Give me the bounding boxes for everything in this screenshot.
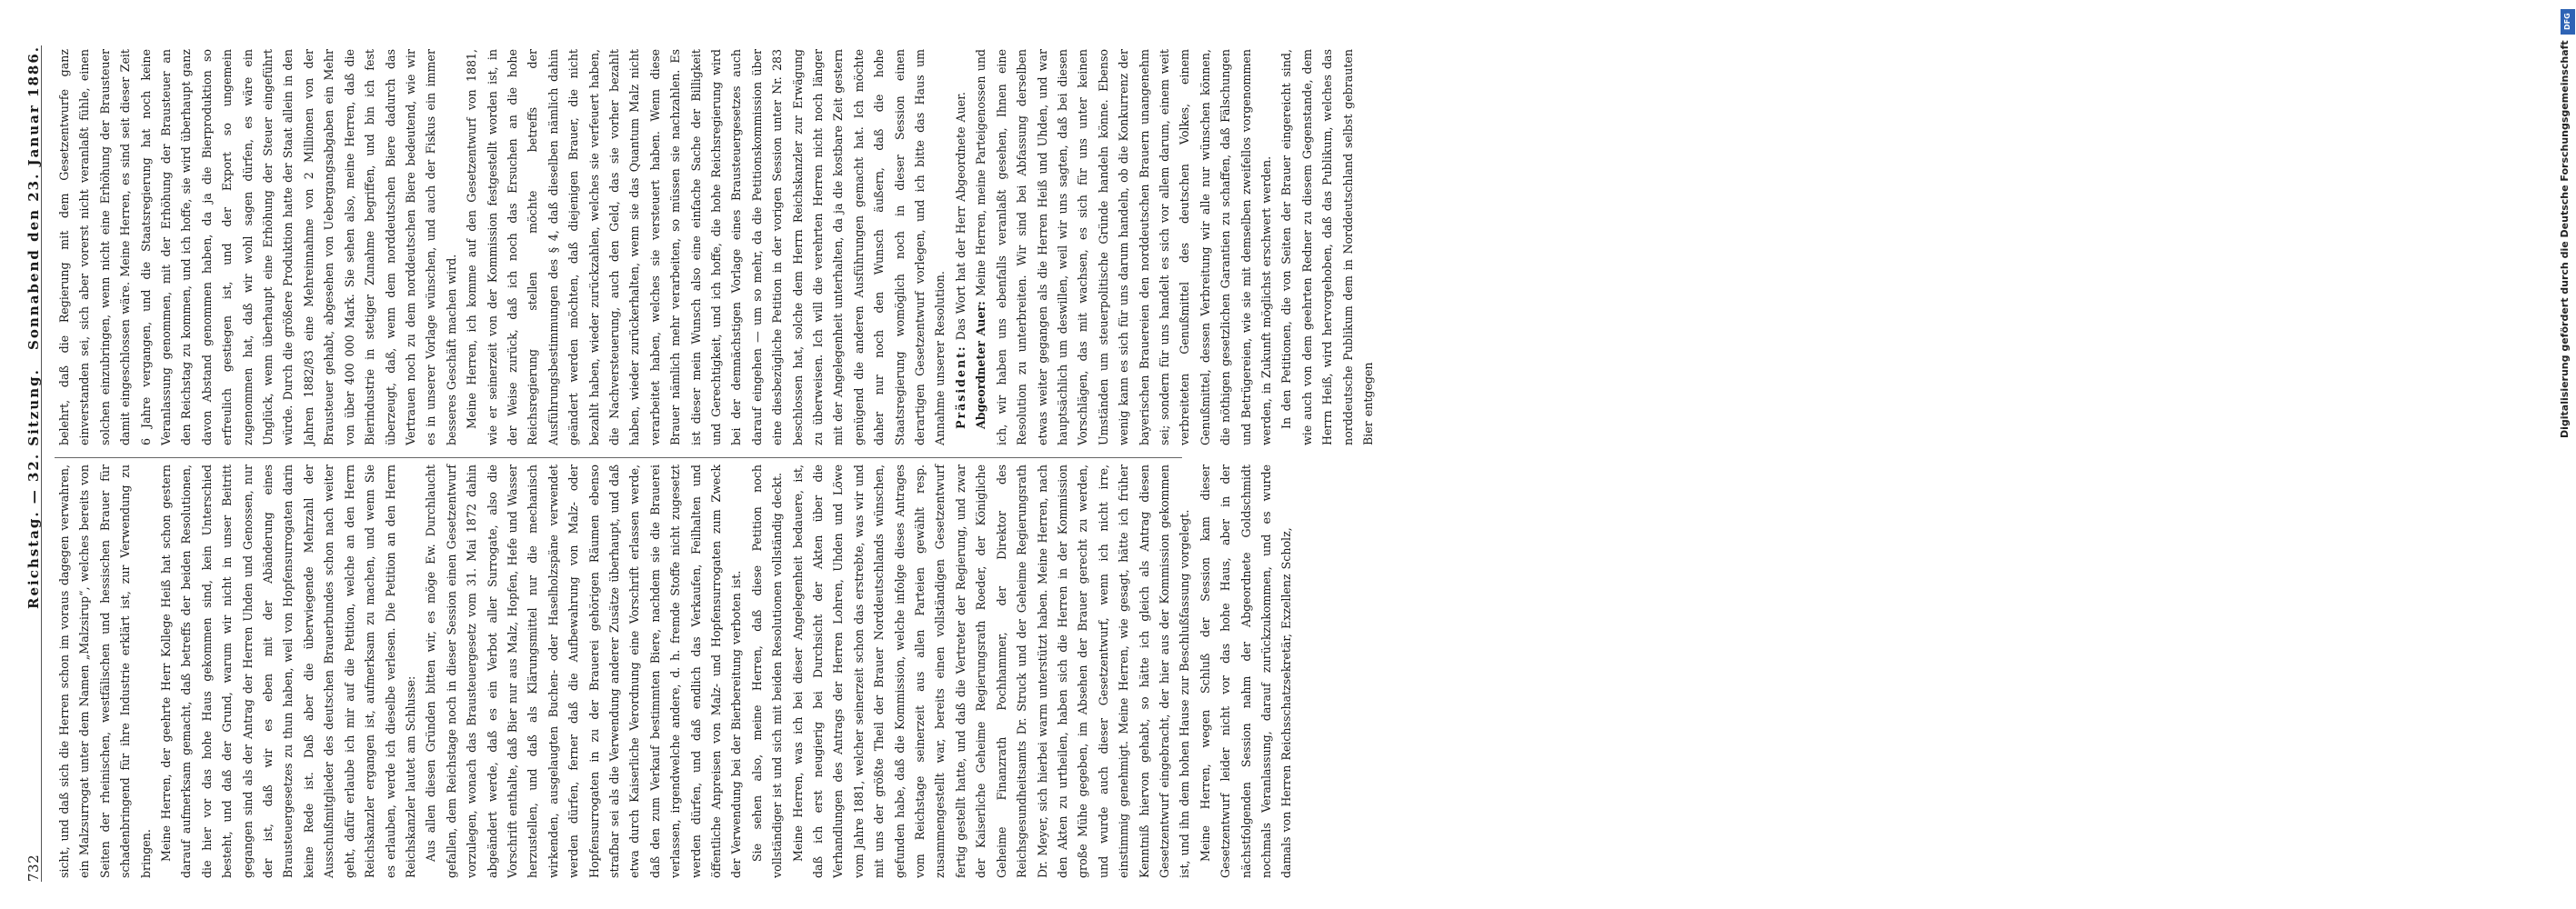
speaker-label: Abgeordneter Auer: xyxy=(974,301,988,429)
speaker-paragraph xyxy=(971,49,1277,445)
right-paragraph: Meine Herren, ich komme auf den Gesetzentwurf von 1881, wie er seinerzeit von der Kommission festgestellt worden ist, in der Weise zurück, daß ich noch das Ersuchen an die hohe Reichsregierung stellen möchte betreffs der Ausführungsbestimmungen des § 4, daß dieselben nämlich dahin geändert werden möchten, daß diejenigen Brauer, die nicht bezahlt haben, wieder zurückzahlen, welches sie verfeuert haben, die Nachversteuerung, auch den Geld, das sie vorher bezahlt haben, wieder zurückerhalten, wenn sie das Quantum Malz nicht verarbeitet haben, welches sie versteuert haben. Wenn diese Brauer nämlich mehr verarbeiten, so müssen sie nachzahlen. Es ist dieser mein Wunsch also eine einfache Sache der Billigkeit und Gerechtigkeit, und ich hoffe, die hohe Reichsregierung wird bei der demnächstigen Vorlage eines Brausteuergesetzes auch darauf eingehen — um so mehr, da die Petitionskommission über eine diesbezügliche Petition in der vorigen Session unter Nr. 283 beschlossen hat, solche dem Herrn Reichskanzler zur Erwägung zu überweisen. Ich will die verehrten Herren nicht noch länger mit der Angelegenheit unterhalten, da ja die kostbare Zeit gestern genügend die anderen Ausführungen gemacht hat. Ich möchte daher nur noch den Wunsch äußern, daß die hohe Staatsregierung womöglich noch in dieser Session einen derartigen Gesetzentwurf vorlegen, und ich bitte das Haus um Annahme unserer Resolution. xyxy=(465,49,947,445)
left-paragraph: sicht, und daß sich die Herren schon im voraus dagegen verwahren, ein Malzsurrogat unter dem Namen „Malzsirup“, welches bereits von Seiten der rheinischen, westfälischen und hessischen Brauer für schadenbringend für ihre Industrie erklärt ist, zur Verwendung zu bringen. xyxy=(57,464,153,878)
president-text: Das Wort hat der Herr Abgeordnete Auer. xyxy=(953,92,967,341)
header-rule xyxy=(41,45,42,882)
session-date: Sonnabend den 23. Januar 1886. xyxy=(25,45,42,350)
column-divider xyxy=(55,457,1182,458)
page-number: 732 xyxy=(25,854,42,882)
left-paragraph: Meine Herren, was ich bei dieser Angelegenheit bedauere, ist, daß ich erst neugierig bei Durchsicht der Akten über die Verhandlungen des Antrags der Herren Lohren, Uhden und Löwe vom Jahre 1881, welcher seinerzeit schon das erstrebte, was wir und mit uns der größte Theil der Brauer Norddeutschlands wünschen, gefunden habe, daß die Kommission, welche infolge dieses Antrages vom Reichstage seinerzeit aus allen Parteien gewählt resp. zusammengestellt war, bereits einen vollständigen Gesetzentwurf fertig gestellt hatte, und daß die Vertreter der Regierung, und zwar der Kaiserliche Geheime Regierungsrath Roeder, der Königliche Geheime Finanzrath Pochhammer, der Direktor des Reichsgesundheitsamts Dr. Struck und der Geheime Regierungsrath Dr. Meyer, sich hierbei warm unterstützt haben. Meine Herren, nach den Akten zu urtheilen, haben sich die Herren in der Kommission große Mühe gegeben, im Absehen der Brauer gerecht zu werden, und wurde auch dieser Gesetzentwurf, wenn ich nicht irre, einstimmig genehmigt. Meine Herren, wie gesagt, hätte ich früher Kenntniß hiervon gehabt, so hätte ich gleich als Antrag diesen Gesetzentwurf eingebracht, der hier aus der Kommission gekommen ist, und ihn dem hohen Hause zur Beschlußfassung vorgelegt. xyxy=(790,464,1192,878)
right-paragraph: belehrt, daß die Regierung mit dem Gesetzentwurfe ganz einverstanden sei, sich aber vorerst nicht veranlaßt fühle, einen solchen einzubringen, wenn nicht eine Erhöhung der Brausteuer damit eingeschlossen wäre. Meine Herren, es sind seit dieser Zeit 6 Jahre vergangen, und die Staatsregierung hat noch keine Veranlassung genommen, mit der Erhöhung der Brausteuer an den Reichstag zu kommen, und ich hoffe, sie wird überhaupt ganz davon Abstand genommen haben, da ja die Bierproduktion so erfreulich gestiegen ist, und der Export so ungemein zugenommen hat, daß wir wohl sagen dürfen, es wäre ein Unglück, wenn überhaupt eine Erhöhung der Steuer eingeführt würde. Durch die größere Produktion hatte der Staat allein in den Jahren 1882/83 eine Mehreinnahme von 2 Millionen von der Brausteuer gehabt, abgesehen von Uebergangsabgaben ein Mehr von über 400 000 Mark. Sie sehen also, meine Herren, daß die Bierindustrie in stetiger Zunahme begriffen, und bin ich fest überzeugt, daß, wenn dem norddeutschen Biere dadurch das Vertrauen noch zu dem norddeutschen Biere bedeutend, wie wir es in unserer Vorlage wünschen, und auch der Fiskus ein immer besseres Geschäft machen wird. xyxy=(57,49,458,445)
dfg-logo-icon: DFG xyxy=(2561,9,2575,35)
closing-paragraph: In den Petitionen, die von Seiten der Brauer eingereicht sind, wie auch von dem geehrten Redner zu diesem Gegenstande, dem Herrn Heiß, wird hervorgehoben, daß das Publikum, welches das norddeutsche Publikum dem in Norddeutschland selbst gebrauten Bier entgegen xyxy=(1279,49,1375,445)
running-title: Reichstag. — 32. Sitzung. xyxy=(25,368,42,609)
left-quoted-petition: Aus allen diesen Gründen bitten wir, es möge Ew. Durchlaucht gefallen, dem Reichstage noch in dieser Session einen Gesetzentwurf vorzulegen, wonach das Brausteuergesetz vom 31. Mai 1872 dahin abgeändert werde, daß es ein Verbot aller Surrogate, also die Vorschrift enthalte, daß Bier nur aus Malz, Hopfen, Hefe und Wasser herzustellen, und daß als Klärungsmittel nur die mechanisch wirkenden, ausgelaugten Buchen- oder Haselholzspäne verwendet werden dürfen, ferner daß die Aufbewahrung von Malz- oder Hopfensurrogaten in zu der Brauerei gehörigen Räumen ebenso strafbar sei als die Verwendung anderer Zusätze überhaupt, und daß etwa durch Kaiserliche Verordnung eine Vorschrift erlassen werde, daß den zum Verkauf bestimmten Biere, nachdem sie die Brauerei verlassen, irgendwelche andere, d. h. fremde Stoffe nicht zugesetzt werden dürfen, und daß endlich das Verkaufen, Feilhalten und öffentliche Anpreisen von Malz- und Hopfensurrogaten zum Zweck der Verwendung bei der Bierbereitung verboten ist. xyxy=(424,464,744,878)
left-paragraph: Meine Herren, der geehrte Herr Kollege Heiß hat schon gestern darauf aufmerksam gemacht, daß betreffs der beiden Resolutionen, die hier vor das hohe Haus gekommen sind, kein Unterschied besteht, und daß der Grund, warum wir nicht in unser Beitritt gegangen sind als der Antrag der Herren Uhden und Genossen, nur der ist, daß wir es eben mit der Abänderung eines Brausteuergesetzes zu thun haben, weil von Hopfensurrogaten darin keine Rede ist. Daß aber die überwiegende Mehrzahl der Ausschußmitglieder des deutschen Brauerbundes schon nach weiter geht, dafür erlaube ich mir auf die Petition, welche an den Herrn Reichskanzler ergangen ist, aufmerksam zu machen, und wenn Sie es erlauben, werde ich dieselbe verlesen. Die Petition an den Herrn Reichskanzler lautet am Schlusse: xyxy=(159,464,417,878)
president-label: Präsident: xyxy=(953,345,967,429)
scan-credit-text: Digitalisierung gefördert durch die Deutsche Forschungsgemeinschaft xyxy=(2559,40,2571,438)
right-column xyxy=(55,49,1378,445)
left-column xyxy=(55,464,1298,878)
page-header xyxy=(18,0,51,909)
president-remark xyxy=(951,49,971,445)
left-paragraph: Meine Herren, wegen Schluß der Session kam dieser Gesetzentwurf leider nicht vor das hohe Haus, aber in der nächstfolgenden Session nahm der Abgeordnete Goldschmidt nochmals Veranlassung, darauf zurückzukommen, und es wurde damals von Herren Reichsschatzsekretär, Exzellenz Scholz, xyxy=(1198,464,1294,878)
left-paragraph: Sie sehen also, meine Herren, daß diese Petition noch vollständiger ist und sich mit beiden Resolutionen vollständig deckt. xyxy=(749,464,785,878)
speaker-text: Meine Herren, meine Parteigenossen und ich, wir haben uns ebenfalls veranlaßt gesehen, Ihnen eine Resolution zu unterbreiten. Wir sind bei Abfassung derselben etwas weiter gegangen als die Herren Heiß und Uhden, und war hauptsächlich um deswillen, weil wir uns sagten, daß bei diesen Vorschlägen, das mit wachsen, es sich für uns unter keinen Umständen um steuerpolitische Gründe handeln könne. Ebenso wenig kann es sich für uns darum handeln, ob die Konkurrenz der bayerischen Brauereien den norddeutschen Brauern unangenehm sei; sondern für uns handelt es sich vor allem darum, einem weit verbreiteten Genußmittel des deutschen Volkes, einem Genußmittel, dessen Verbreitung wir alle nur wünschen können, die nöthigen gesetzlichen Garantien zu schaffen, daß Fälschungen und Betrügereien, wie sie mit demselben zweifellos vorgenommen werden, in Zukunft möglichst erschwert werden. xyxy=(974,49,1273,445)
